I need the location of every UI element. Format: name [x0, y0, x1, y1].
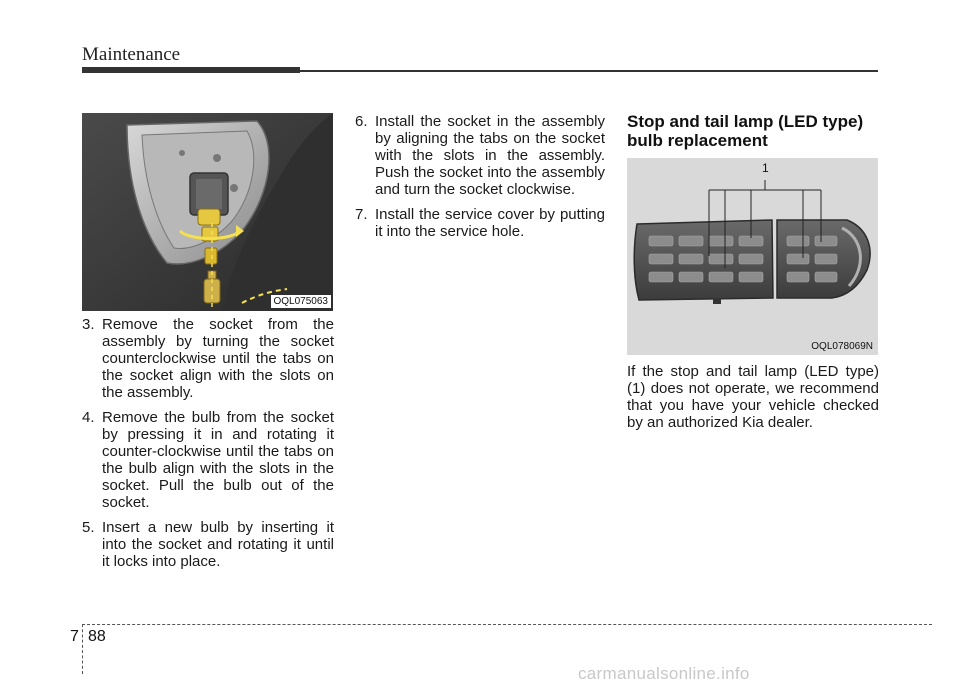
step-5 [82, 519, 334, 570]
chapter-number: 7 [70, 628, 79, 645]
step-number: 4. [82, 409, 95, 426]
watermark: carmanualsonline.info [578, 664, 750, 683]
socket-removal-figure [82, 113, 333, 311]
tail-lamp-illustration [627, 158, 878, 355]
step-number: 7. [355, 206, 368, 223]
left-steps [82, 316, 334, 578]
step-text: Install the socket in the assembly by aligning the tabs on the socket with the slots in the assembly. Push the socket into the assembly and turn the socket clockwise. [375, 113, 605, 198]
step-number: 3. [82, 316, 95, 333]
step-number: 5. [82, 519, 95, 536]
figure-code: OQL075063 [271, 295, 332, 308]
step-6 [355, 113, 605, 198]
middle-steps [355, 113, 605, 248]
step-text: Install the service cover by putting it into the service hole. [375, 206, 605, 240]
footer-rule [82, 624, 932, 625]
tail-lamp-figure [627, 158, 878, 355]
section-header: Maintenance [82, 44, 181, 65]
section-title: Stop and tail lamp (LED type) bulb replacement [627, 112, 864, 150]
step-number: 6. [355, 113, 368, 130]
lamp-paragraph: If the stop and tail lamp (LED type) (1) does not operate, we recommend that you have your vehicle checked by an authorized Kia dealer. [627, 363, 879, 431]
header-rule-thick [82, 67, 300, 73]
callout-number: 1 [762, 161, 769, 175]
step-4 [82, 409, 334, 511]
socket-removal-illustration [82, 113, 333, 311]
figure-code: OQL078069N [811, 341, 873, 352]
step-7 [355, 206, 605, 240]
step-text: Remove the socket from the assembly by turning the socket counterclockwise until the tabs on the socket align with the slots on the assembly. [102, 316, 334, 401]
step-text: Remove the bulb from the socket by pressing it in and rotating it counter-clockwise until the tabs on the bulb align with the slots in the socket. Pull the bulb out of the socket. [102, 409, 334, 511]
page-number: 88 [88, 628, 106, 645]
header-rule-thin [300, 70, 878, 72]
step-3 [82, 316, 334, 401]
step-text: Insert a new bulb by inserting it into the socket and rotating it until it locks into place. [102, 519, 334, 570]
footer-divider [82, 624, 83, 674]
